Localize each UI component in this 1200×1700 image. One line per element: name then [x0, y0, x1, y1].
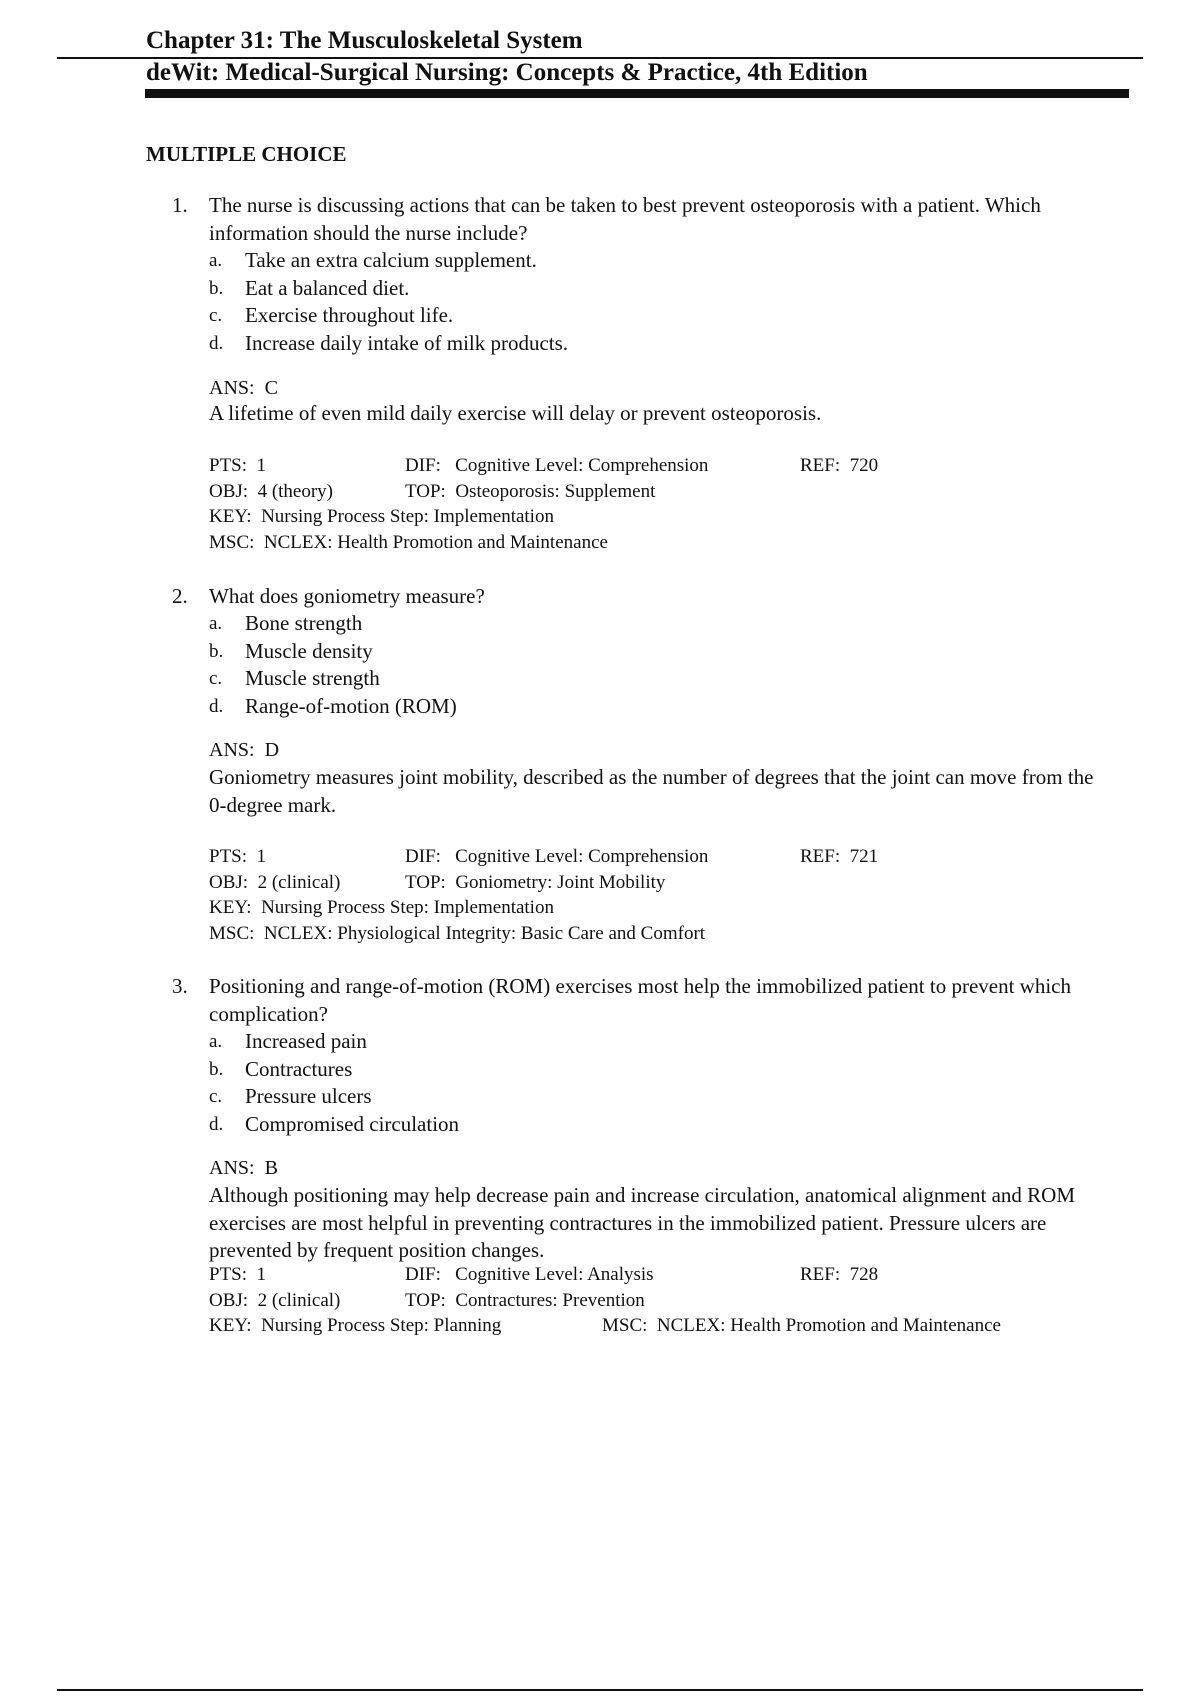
option-text: Muscle strength: [245, 666, 380, 690]
msc: MSC: NCLEX: Physiological Integrity: Basic Care and Comfort: [209, 922, 706, 944]
book-title: deWit: Medical-Surgical Nursing: Concepts & Practice, 4th Edition: [146, 59, 868, 86]
topic: TOP: Goniometry: Joint Mobility: [405, 871, 666, 893]
footer-rule: [57, 1689, 1143, 1691]
msc: MSC: NCLEX: Health Promotion and Maintenance: [602, 1315, 1001, 1336]
option-letter: c.: [209, 668, 223, 689]
option-text: Pressure ulcers: [245, 1084, 372, 1108]
key: KEY: Nursing Process Step: Planning: [209, 1315, 502, 1336]
reference: REF: 720: [800, 455, 879, 476]
section-heading: MULTIPLE CHOICE: [146, 142, 347, 166]
question-number: 2.: [172, 584, 188, 608]
objective: OBJ: 2 (clinical): [209, 871, 341, 893]
difficulty: DIF: Cognitive Level: Comprehension: [405, 455, 709, 476]
option-letter: d.: [209, 332, 224, 354]
difficulty: DIF: Cognitive Level: Comprehension: [405, 846, 709, 867]
option-letter: a.: [209, 250, 223, 271]
question-number: 1.: [172, 193, 188, 217]
option-text: Contractures: [245, 1056, 353, 1081]
rationale: A lifetime of even mild daily exercise will delay or prevent osteoporosis.: [209, 401, 822, 425]
topic: TOP: Contractures: Prevention: [405, 1289, 645, 1311]
difficulty: DIF: Cognitive Level: Analysis: [405, 1264, 654, 1285]
question-stem: Positioning and range-of-motion (ROM) exercises most help the immobilized patient to prevent which complication?: [209, 974, 1071, 1026]
option-text: Range-of-motion (ROM): [245, 693, 457, 718]
option-letter: b.: [209, 277, 224, 299]
key: KEY: Nursing Process Step: Implementation: [209, 897, 554, 918]
header-rule-thick: [145, 89, 1129, 98]
question-metadata: [209, 1262, 1109, 1339]
question-stem: What does goniometry measure?: [209, 584, 485, 608]
question-metadata: [209, 453, 1109, 555]
points: PTS: 1: [209, 846, 267, 867]
reference: REF: 721: [800, 846, 879, 867]
option-text: Eat a balanced diet.: [245, 275, 410, 300]
topic: TOP: Osteoporosis: Supplement: [405, 480, 656, 502]
objective: OBJ: 2 (clinical): [209, 1289, 341, 1311]
option-letter: a.: [209, 1031, 223, 1052]
msc: MSC: NCLEX: Health Promotion and Maintenance: [209, 531, 608, 553]
objective: OBJ: 4 (theory): [209, 480, 334, 502]
option-text: Compromised circulation: [245, 1111, 460, 1136]
answer-key: ANS: D: [209, 739, 280, 761]
points: PTS: 1: [209, 455, 267, 476]
option-text: Bone strength: [245, 611, 363, 635]
option-letter: c.: [209, 1086, 223, 1107]
answer-key: ANS: B: [209, 1157, 278, 1179]
option-letter: d.: [209, 1113, 224, 1135]
option-letter: b.: [209, 1058, 224, 1080]
option-text: Increase daily intake of milk products.: [245, 330, 569, 355]
question-metadata: [209, 844, 1109, 946]
points: PTS: 1: [209, 1264, 267, 1285]
option-letter: c.: [209, 305, 223, 326]
rationale: Although positioning may help decrease pain and increase circulation, anatomical alignment and ROM exercises are most helpful in preventing contractures in the immobilized patient. Pressure ulcers are prevented by frequent position changes.: [209, 1183, 1075, 1262]
key: KEY: Nursing Process Step: Implementation: [209, 506, 554, 527]
rationale: Goniometry measures joint mobility, described as the number of degrees that the joint can move from the 0-degree mark.: [209, 765, 1094, 817]
option-letter: d.: [209, 695, 224, 717]
option-text: Increased pain: [245, 1029, 367, 1053]
reference: REF: 728: [800, 1264, 879, 1285]
answer-key: ANS: C: [209, 377, 278, 399]
question-stem: The nurse is discussing actions that can be taken to best prevent osteoporosis with a patient. Which information should the nurse include?: [209, 193, 1041, 245]
chapter-title: Chapter 31: The Musculoskeletal System: [146, 27, 583, 54]
option-text: Muscle density: [245, 638, 373, 663]
question-number: 3.: [172, 974, 188, 998]
option-letter: a.: [209, 613, 223, 634]
option-text: Take an extra calcium supplement.: [245, 248, 537, 272]
option-letter: b.: [209, 640, 224, 662]
option-text: Exercise throughout life.: [245, 303, 454, 327]
